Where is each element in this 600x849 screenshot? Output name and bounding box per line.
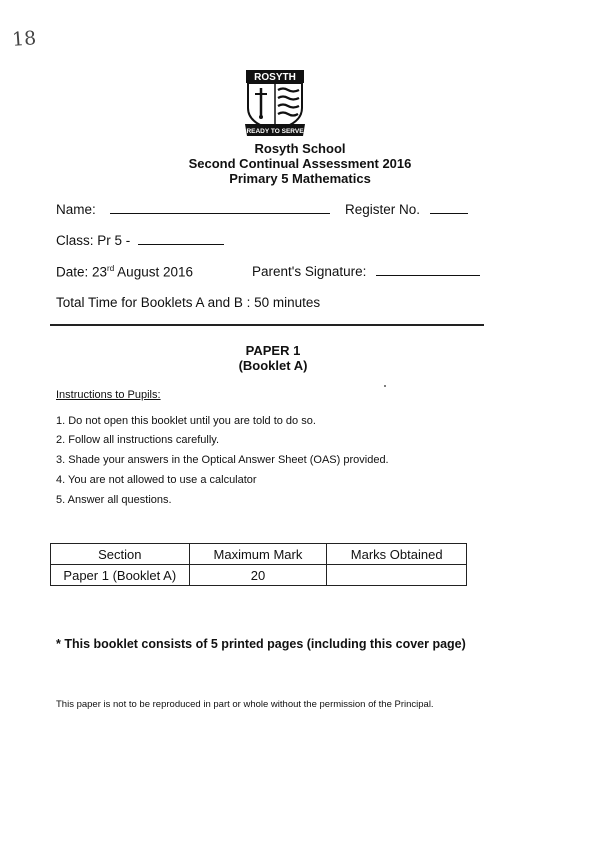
instruction-item: 3. Shade your answers in the Optical Answer Sheet (OAS) provided. (56, 454, 389, 466)
total-time: Total Time for Booklets A and B : 50 minutes (56, 295, 321, 310)
instruction-item: 4. You are not allowed to use a calculator (56, 474, 257, 486)
marks-table-row (51, 565, 467, 586)
paper-subtitle: (Booklet A) (238, 358, 308, 373)
crest-name: ROSYTH (254, 72, 296, 83)
instruction-item: 5. Answer all questions. (56, 494, 172, 506)
name-blank (110, 213, 330, 214)
class-label: Class: Pr 5 - (56, 233, 131, 248)
scan-speck (384, 385, 386, 387)
name-label: Name: (56, 202, 96, 217)
instruction-item: 2. Follow all instructions carefully. (56, 434, 220, 446)
header-cell-marks-obtained: Marks Obtained (327, 544, 467, 565)
page-count-note: * This booklet consists of 5 printed pages (including this cover page) (56, 637, 466, 651)
class-blank (138, 244, 224, 245)
school-crest-logo (243, 68, 307, 138)
date-rest: August 2016 (114, 264, 193, 280)
marks-table (50, 543, 467, 586)
school-name: Rosyth School (254, 141, 346, 156)
subject-title: Primary 5 Mathematics (229, 171, 371, 186)
register-field (345, 202, 468, 217)
register-label: Register No. (345, 202, 421, 217)
handwritten-page-mark: 18 (11, 27, 37, 51)
cell-maximum-mark: 20 (189, 565, 327, 586)
date-field (56, 264, 193, 280)
name-field (56, 202, 330, 217)
instruction-item: 1. Do not open this booklet until you are told to do so. (56, 415, 316, 427)
cell-marks-obtained (327, 565, 467, 586)
instructions-heading: Instructions to Pupils: (56, 389, 161, 401)
paper-title: PAPER 1 (245, 343, 301, 358)
parent-signature-field (252, 264, 480, 279)
parent-signature-blank (376, 275, 480, 276)
marks-table-header-row (51, 544, 467, 565)
cell-section: Paper 1 (Booklet A) (51, 565, 190, 586)
crest-motto: READY TO SERVE (246, 128, 304, 135)
assessment-title: Second Continual Assessment 2016 (188, 156, 412, 171)
date-label: Date: 23 (56, 264, 108, 280)
divider-rule (50, 324, 484, 326)
header-cell-section: Section (51, 544, 190, 565)
register-blank (430, 213, 468, 214)
header-cell-maximum-mark: Maximum Mark (189, 544, 327, 565)
parent-signature-label: Parent's Signature: (252, 264, 367, 279)
date-ordinal: rd (107, 264, 115, 273)
copyright-footer: This paper is not to be reproduced in part or whole without the permission of the Principal. (56, 699, 434, 710)
class-field (56, 233, 224, 248)
